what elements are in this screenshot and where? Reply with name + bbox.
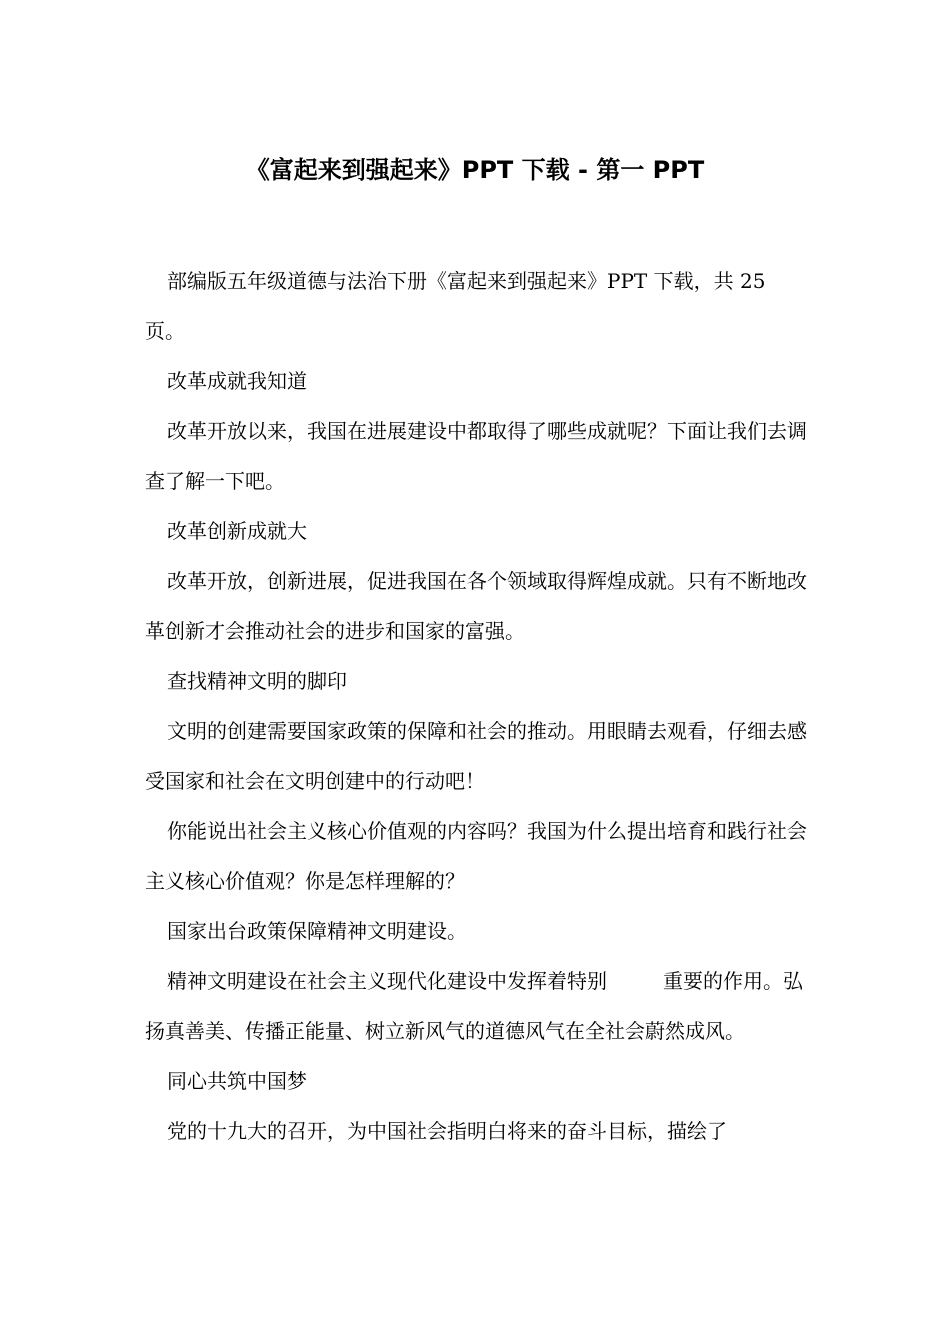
- document-body: [145, 256, 809, 1156]
- paragraph-congress: 党的十九大的召开，为中国社会指明白将来的奋斗目标，描绘了: [167, 1119, 727, 1143]
- paragraph-spiritual-civilization-part1: 精神文明建设在社会主义现代化建设中发挥着特别: [167, 969, 607, 993]
- paragraph-spiritual-civilization-part2: 重要的作用。弘扬真善美、传播正能量、树立新风气的道德风气在全社会蔚然成风。: [145, 969, 803, 1043]
- section-heading-reform-achievements: 改革成就我知道: [167, 369, 307, 393]
- paragraph-policy: 国家出台政策保障精神文明建设。: [167, 919, 467, 943]
- section-heading-innovation: 改革创新成就大: [167, 519, 307, 543]
- document-title: 《富起来到强起来》PPT 下载 - 第一 PPT: [245, 156, 705, 184]
- section-heading-civilization: 查找精神文明的脚印: [167, 669, 347, 693]
- paragraph-spiritual-civilization: [145, 956, 809, 1056]
- paragraph-intro: 部编版五年级道德与法治下册《富起来到强起来》PPT 下载，共 25 页。: [145, 269, 766, 343]
- paragraph-core-values-question: 你能说出社会主义核心价值观的内容吗？我国为什么提出培育和践行社会主义核心价值观？你是怎样理解的？: [145, 819, 807, 893]
- section-heading-china-dream: 同心共筑中国梦: [167, 1069, 307, 1093]
- paragraph-innovation: 改革开放，创新进展，促进我国在各个领域取得辉煌成就。只有不断地改革创新才会推动社会的进步和国家的富强。: [145, 569, 807, 643]
- paragraph-reform-question: 改革开放以来，我国在进展建设中都取得了哪些成就呢？下面让我们去调查了解一下吧。: [145, 419, 807, 493]
- paragraph-civilization: 文明的创建需要国家政策的保障和社会的推动。用眼睛去观看，仔细去感受国家和社会在文明创建中的行动吧！: [145, 719, 807, 793]
